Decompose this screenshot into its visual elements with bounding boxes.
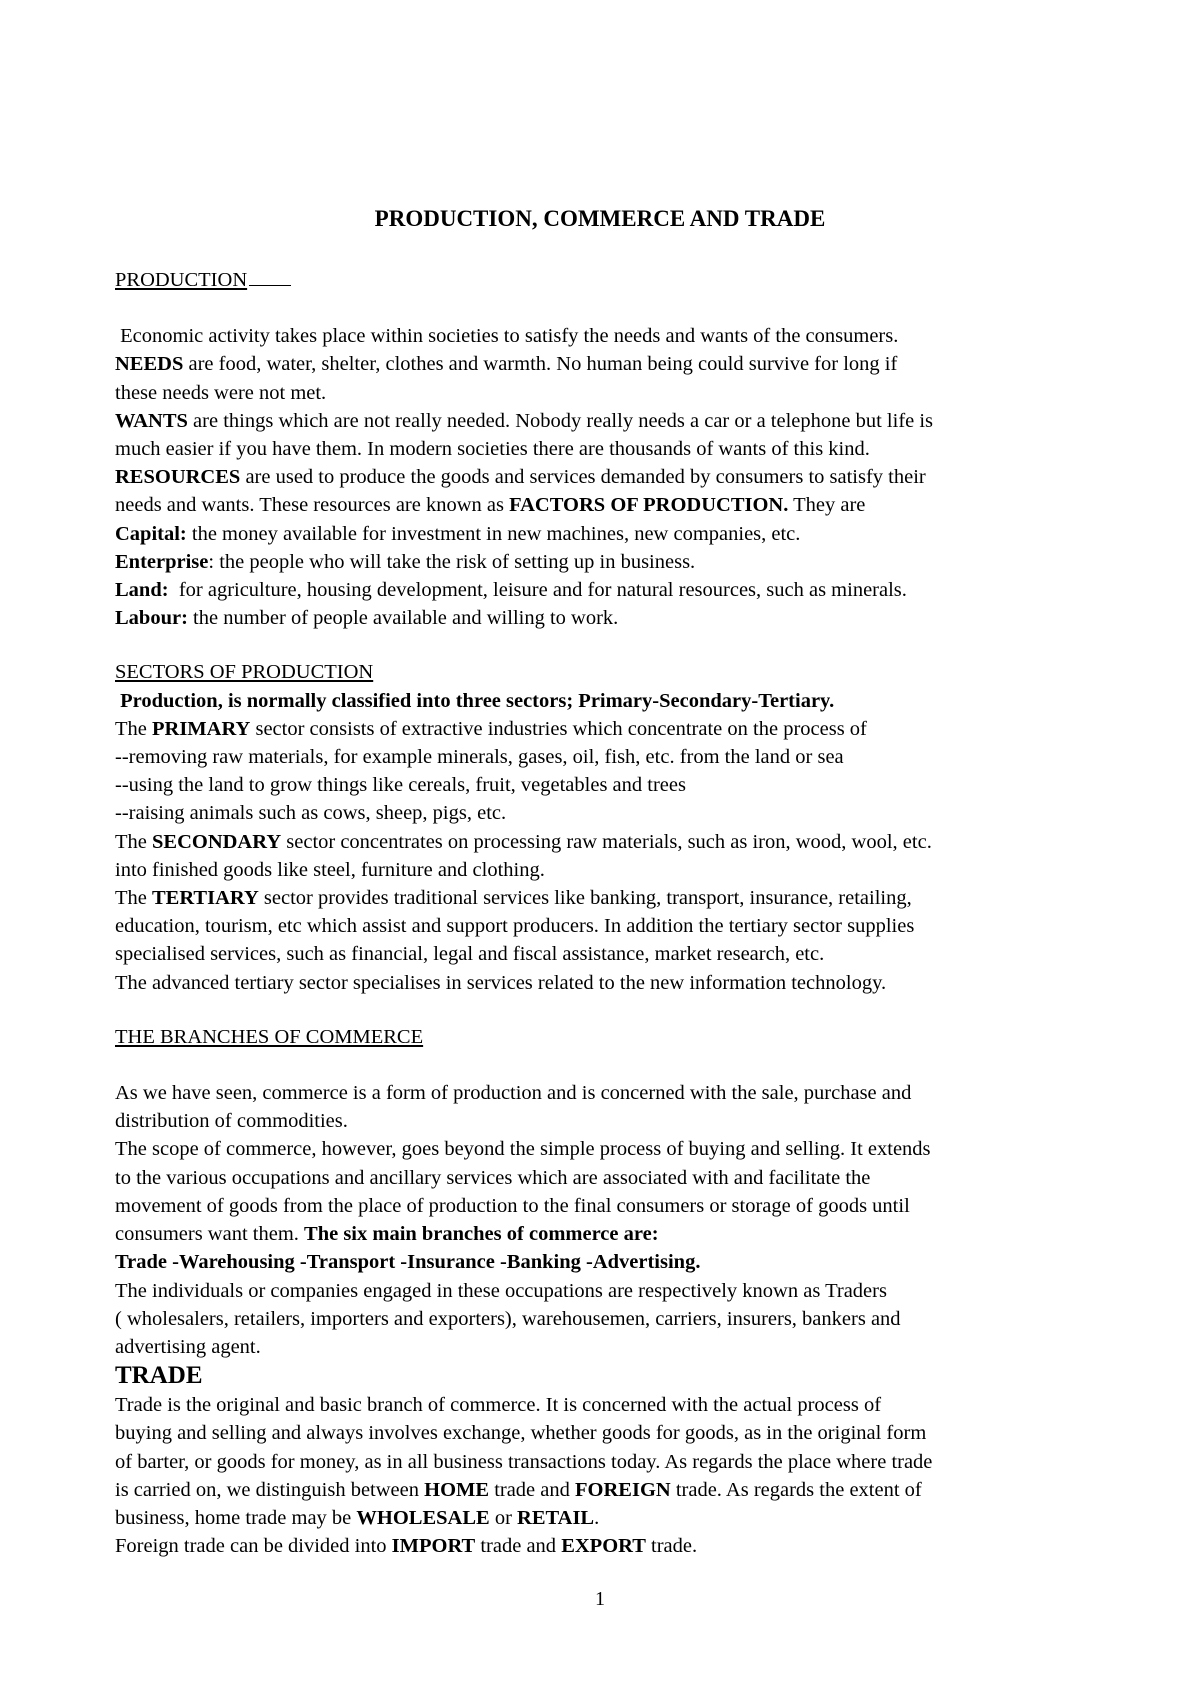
paragraph-line: NEEDS are food, water, shelter, clothes and warmth. No human being could survive for long if [115,353,898,376]
paragraph-line: The PRIMARY sector consists of extractive industries which concentrate on the process of [115,717,867,740]
paragraph-line: The scope of commerce, however, goes beyond the simple process of buying and selling. It extends [115,1138,931,1161]
paragraph-line: into finished goods like steel, furniture and clothing. [115,858,545,881]
heading-underline-extension [249,265,291,286]
paragraph-line: WANTS are things which are not really needed. Nobody really needs a car or a telephone but life is [115,409,934,432]
spacer [115,1051,1105,1079]
document-body [115,265,1105,1560]
paragraph-line: ( wholesalers, retailers, importers and exporters), warehousemen, carriers, insurers, bankers and [115,1307,901,1330]
paragraph-line: specialised services, such as financial, legal and fiscal assistance, market research, etc. [115,943,825,966]
branches-list: Trade -Warehousing -Transport -Insurance -Banking -Advertising. [115,1251,701,1274]
paragraph-line: The advanced tertiary sector specialises in services related to the new information technology. [115,971,887,994]
paragraph-line: buying and selling and always involves exchange, whether goods for goods, as in the original form [115,1422,927,1445]
paragraph-line: movement of goods from the place of production to the final consumers or storage of goods until [115,1194,910,1217]
section-heading-branches: THE BRANCHES OF COMMERCE [115,1025,424,1048]
paragraph-line: The TERTIARY sector provides traditional services like banking, transport, insurance, retailing, [115,887,912,910]
paragraph-line: As we have seen, commerce is a form of production and is concerned with the sale, purchase and [115,1082,912,1105]
paragraph-line: is carried on, we distinguish between HOME trade and FOREIGN trade. As regards the extent of [115,1478,922,1501]
factor-labour: Labour: the number of people available and willing to work. [115,607,619,630]
paragraph-line: The individuals or companies engaged in these occupations are respectively known as Traders [115,1279,887,1302]
section-heading-sectors: SECTORS OF PRODUCTION [115,661,374,684]
paragraph-line: advertising agent. [115,1335,261,1358]
paragraph-line: Economic activity takes place within societies to satisfy the needs and wants of the consumers. [115,325,899,348]
paragraph-line: to the various occupations and ancillary services which are associated with and facilitate the [115,1166,871,1189]
paragraph-line: consumers want them. The six main branches of commerce are: [115,1223,659,1246]
paragraph-line: The SECONDARY sector concentrates on processing raw materials, such as iron, wood, wool, etc. [115,830,932,853]
factor-capital: Capital: the money available for investment in new machines, new companies, etc. [115,522,801,545]
factor-enterprise: Enterprise: the people who will take the risk of setting up in business. [115,550,696,573]
spacer [115,632,1105,658]
document-title: PRODUCTION, COMMERCE AND TRADE [374,206,826,231]
paragraph-line: these needs were not met. [115,381,327,404]
paragraph-line: business, home trade may be WHOLESALE or RETAIL. [115,1506,600,1529]
paragraph-line: RESOURCES are used to produce the goods and services demanded by consumers to satisfy their [115,466,926,489]
paragraph-line: of barter, or goods for money, as in all business transactions today. As regards the place where trade [115,1450,933,1473]
factor-land: Land: for agriculture, housing development, leisure and for natural resources, such as minerals. [115,579,907,602]
paragraph-line: needs and wants. These resources are known as FACTORS OF PRODUCTION. They are [115,494,866,517]
paragraph-line: Trade is the original and basic branch of commerce. It is concerned with the actual process of [115,1394,882,1417]
paragraph-line: distribution of commodities. [115,1110,348,1133]
paragraph-line: much easier if you have them. In modern societies there are thousands of wants of this kind. [115,438,870,461]
paragraph-line: --raising animals such as cows, sheep, pigs, etc. [115,802,507,825]
paragraph-line: --removing raw materials, for example minerals, gases, oil, fish, etc. from the land or sea [115,746,844,769]
sectors-intro: Production, is normally classified into three sectors; Primary-Secondary-Tertiary. [115,689,835,712]
paragraph-line: --using the land to grow things like cereals, fruit, vegetables and trees [115,774,686,797]
page-number: 1 [595,1588,605,1610]
spacer [115,294,1105,322]
spacer [115,997,1105,1023]
paragraph-line: education, tourism, etc which assist and support producers. In addition the tertiary sector supplies [115,915,915,938]
section-heading-production: PRODUCTION [115,265,1105,294]
section-heading-trade: TRADE [115,1362,203,1390]
paragraph-line: Foreign trade can be divided into IMPORT trade and EXPORT trade. [115,1535,698,1558]
